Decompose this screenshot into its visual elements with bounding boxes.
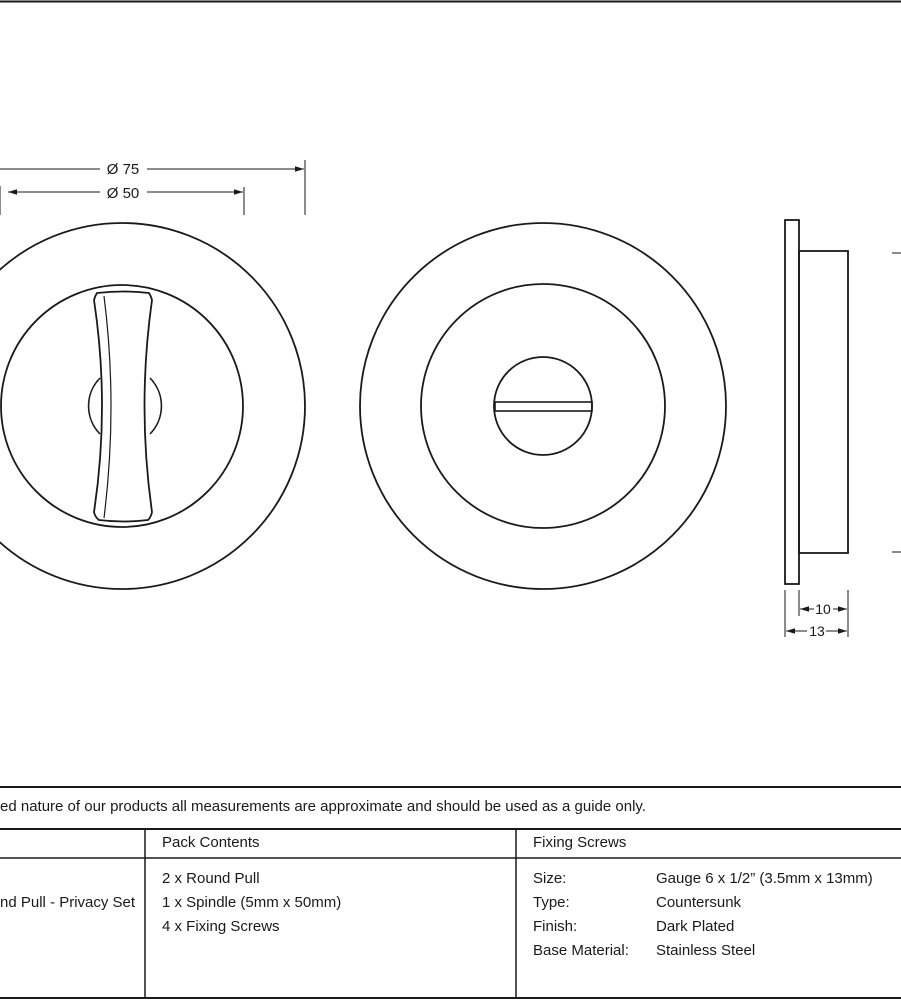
rear-view bbox=[360, 223, 726, 589]
spindle-boss bbox=[494, 357, 592, 455]
rear-inner-rose bbox=[421, 284, 665, 528]
screw-spec-label: Type: bbox=[533, 894, 570, 911]
screw-spec-value: Gauge 6 x 1/2” (3.5mm x 13mm) bbox=[656, 870, 873, 887]
depth-total-label: 13 bbox=[809, 623, 825, 639]
pack-contents-header: Pack Contents bbox=[162, 834, 260, 851]
screw-spec-label: Finish: bbox=[533, 918, 578, 935]
diameter-dimensions bbox=[0, 160, 305, 215]
screw-spec-label: Size: bbox=[533, 870, 567, 887]
depth-inner-label: 10 bbox=[815, 601, 831, 617]
product-name: nd Pull - Privacy Set bbox=[0, 894, 136, 911]
side-view bbox=[785, 220, 901, 639]
screw-spec-value: Countersunk bbox=[656, 894, 742, 911]
thumbturn-inner-edge bbox=[104, 296, 111, 518]
screw-spec-value: Stainless Steel bbox=[656, 942, 756, 959]
rear-outer-rose bbox=[360, 223, 726, 589]
privacy-thumbturn bbox=[94, 292, 152, 522]
front-outer-rose bbox=[0, 223, 305, 589]
outer-diameter-label: Ø 75 bbox=[106, 161, 140, 178]
front-inner-rose bbox=[1, 285, 243, 527]
front-view bbox=[0, 223, 305, 589]
side-body bbox=[799, 251, 848, 553]
info-table-grid bbox=[0, 787, 901, 998]
turn-base bbox=[89, 378, 162, 434]
screw-spec-label: Base Material: bbox=[533, 942, 629, 959]
inner-diameter-label: Ø 50 bbox=[106, 185, 140, 202]
side-flange bbox=[785, 220, 799, 584]
spindle-slot bbox=[495, 402, 592, 411]
pack-item: 2 x Round Pull bbox=[162, 870, 260, 887]
disclaimer-text: ed nature of our products all measurements are approximate and should be used as a guide only. bbox=[0, 798, 646, 815]
pack-item: 4 x Fixing Screws bbox=[162, 918, 280, 935]
fixing-screws-header: Fixing Screws bbox=[533, 834, 627, 851]
screw-spec-value: Dark Plated bbox=[656, 918, 735, 935]
pack-item: 1 x Spindle (5mm x 50mm) bbox=[162, 894, 342, 911]
